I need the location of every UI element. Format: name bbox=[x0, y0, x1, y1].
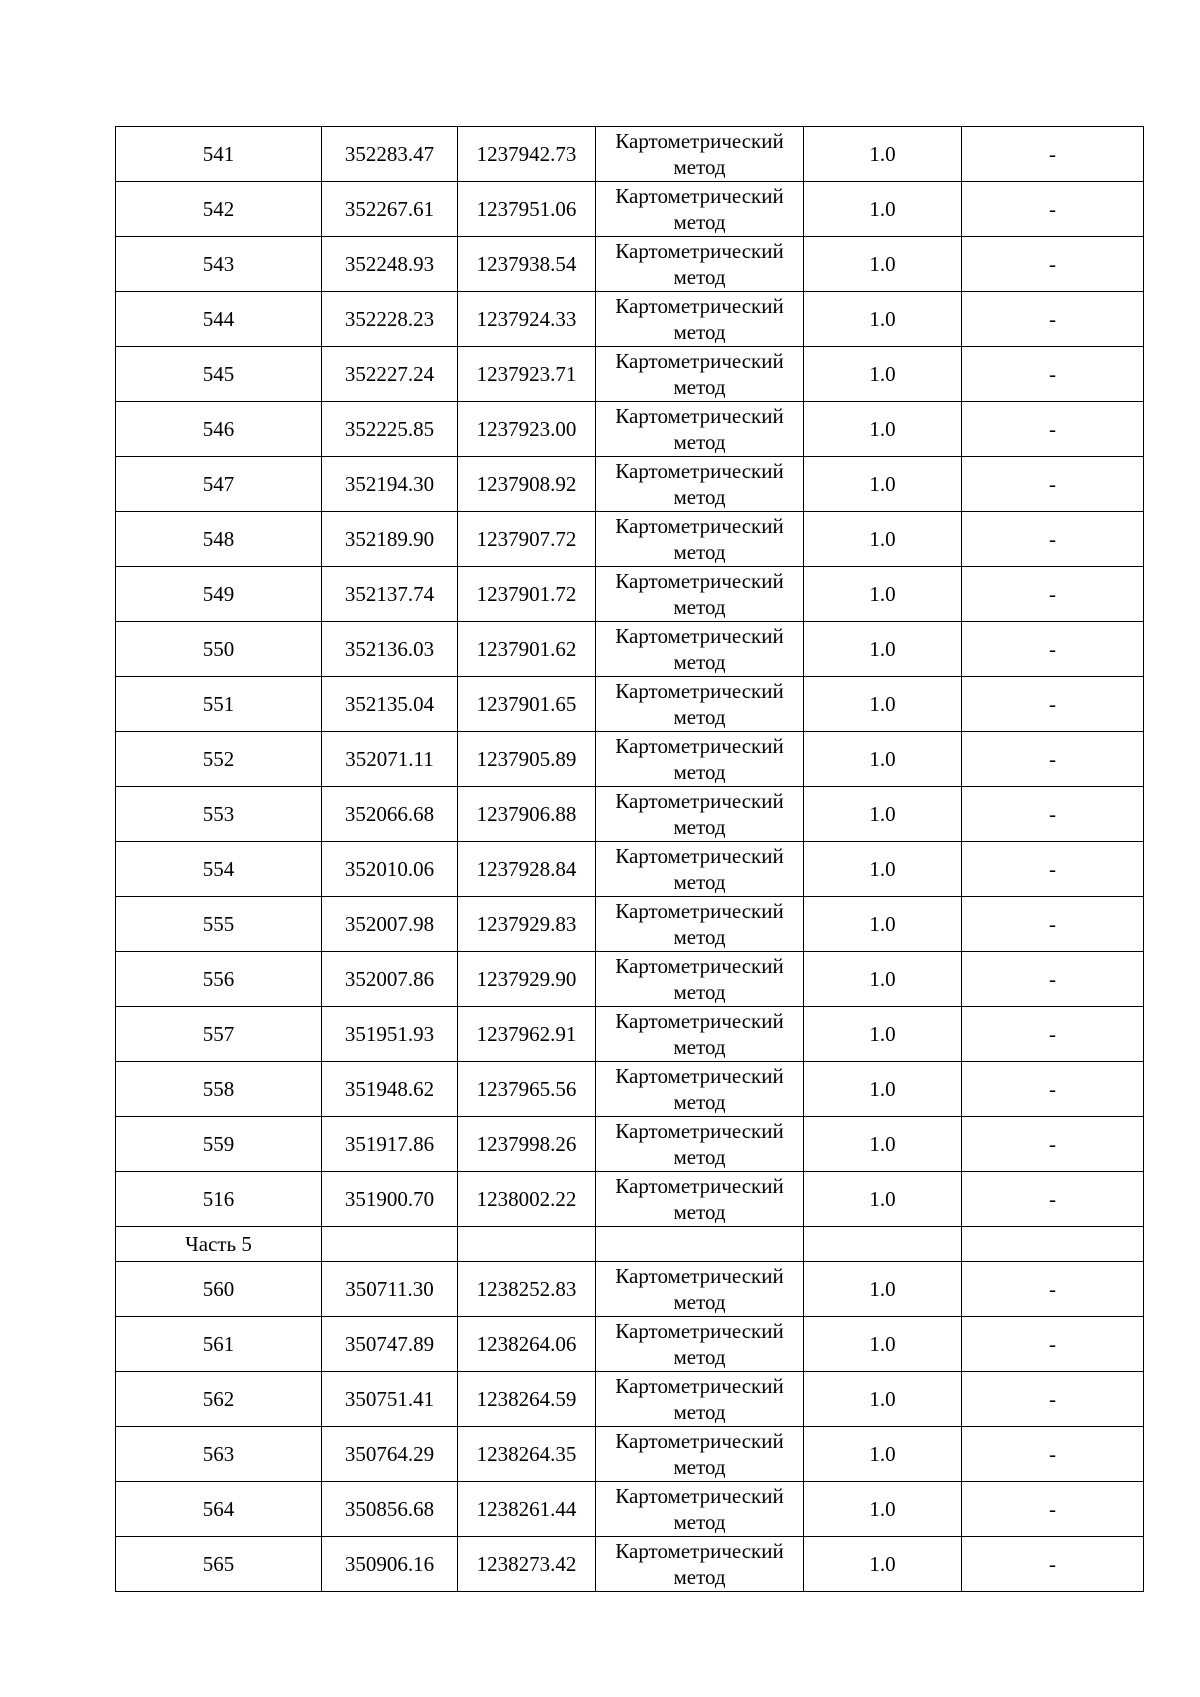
note-cell: - bbox=[962, 512, 1144, 567]
x-coordinate-cell: 351917.86 bbox=[322, 1117, 458, 1172]
accuracy-cell: 1.0 bbox=[804, 897, 962, 952]
table-row bbox=[116, 347, 1144, 402]
table-row bbox=[116, 1062, 1144, 1117]
y-coordinate-cell: 1237923.71 bbox=[458, 347, 596, 402]
point-number-cell: 550 bbox=[116, 622, 322, 677]
point-number-cell: 557 bbox=[116, 1007, 322, 1062]
x-coordinate-cell: 352007.86 bbox=[322, 952, 458, 1007]
table-row bbox=[116, 237, 1144, 292]
method-cell: Картометрический метод bbox=[596, 1172, 804, 1227]
accuracy-cell: 1.0 bbox=[804, 1372, 962, 1427]
note-cell: - bbox=[962, 457, 1144, 512]
point-number-cell: 559 bbox=[116, 1117, 322, 1172]
accuracy-cell: 1.0 bbox=[804, 1317, 962, 1372]
accuracy-cell: 1.0 bbox=[804, 1117, 962, 1172]
note-cell: - bbox=[962, 182, 1144, 237]
note-cell: - bbox=[962, 622, 1144, 677]
y-coordinate-cell: 1237951.06 bbox=[458, 182, 596, 237]
table-row bbox=[116, 732, 1144, 787]
accuracy-cell: 1.0 bbox=[804, 1537, 962, 1592]
y-coordinate-cell: 1237929.90 bbox=[458, 952, 596, 1007]
y-coordinate-cell: 1237908.92 bbox=[458, 457, 596, 512]
note-cell: - bbox=[962, 127, 1144, 182]
table-row bbox=[116, 622, 1144, 677]
accuracy-cell: 1.0 bbox=[804, 1482, 962, 1537]
x-coordinate-cell: 350764.29 bbox=[322, 1427, 458, 1482]
x-coordinate-cell: 352248.93 bbox=[322, 237, 458, 292]
empty-cell bbox=[804, 1227, 962, 1262]
table-row bbox=[116, 182, 1144, 237]
x-coordinate-cell: 352137.74 bbox=[322, 567, 458, 622]
method-cell: Картометрический метод bbox=[596, 787, 804, 842]
accuracy-cell: 1.0 bbox=[804, 347, 962, 402]
y-coordinate-cell: 1237942.73 bbox=[458, 127, 596, 182]
y-coordinate-cell: 1237905.89 bbox=[458, 732, 596, 787]
note-cell: - bbox=[962, 952, 1144, 1007]
table-row bbox=[116, 897, 1144, 952]
accuracy-cell: 1.0 bbox=[804, 842, 962, 897]
method-cell: Картометрический метод bbox=[596, 127, 804, 182]
y-coordinate-cell: 1237923.00 bbox=[458, 402, 596, 457]
method-cell: Картометрический метод bbox=[596, 402, 804, 457]
table-row bbox=[116, 1007, 1144, 1062]
x-coordinate-cell: 350856.68 bbox=[322, 1482, 458, 1537]
table-row bbox=[116, 1172, 1144, 1227]
y-coordinate-cell: 1238264.06 bbox=[458, 1317, 596, 1372]
y-coordinate-cell: 1237924.33 bbox=[458, 292, 596, 347]
point-number-cell: 546 bbox=[116, 402, 322, 457]
point-number-cell: 541 bbox=[116, 127, 322, 182]
point-number-cell: 552 bbox=[116, 732, 322, 787]
x-coordinate-cell: 352010.06 bbox=[322, 842, 458, 897]
point-number-cell: 563 bbox=[116, 1427, 322, 1482]
accuracy-cell: 1.0 bbox=[804, 1427, 962, 1482]
empty-cell bbox=[322, 1227, 458, 1262]
table-row bbox=[116, 1317, 1144, 1372]
x-coordinate-cell: 352194.30 bbox=[322, 457, 458, 512]
table-row bbox=[116, 127, 1144, 182]
note-cell: - bbox=[962, 1062, 1144, 1117]
y-coordinate-cell: 1237962.91 bbox=[458, 1007, 596, 1062]
method-cell: Картометрический метод bbox=[596, 622, 804, 677]
empty-cell bbox=[596, 1227, 804, 1262]
table-row bbox=[116, 842, 1144, 897]
point-number-cell: 551 bbox=[116, 677, 322, 732]
method-cell: Картометрический метод bbox=[596, 1007, 804, 1062]
table-row bbox=[116, 1537, 1144, 1592]
accuracy-cell: 1.0 bbox=[804, 292, 962, 347]
point-number-cell: 549 bbox=[116, 567, 322, 622]
accuracy-cell: 1.0 bbox=[804, 567, 962, 622]
accuracy-cell: 1.0 bbox=[804, 237, 962, 292]
method-cell: Картометрический метод bbox=[596, 897, 804, 952]
method-cell: Картометрический метод bbox=[596, 842, 804, 897]
x-coordinate-cell: 352227.24 bbox=[322, 347, 458, 402]
point-number-cell: 555 bbox=[116, 897, 322, 952]
table-row bbox=[116, 457, 1144, 512]
note-cell: - bbox=[962, 897, 1144, 952]
x-coordinate-cell: 352189.90 bbox=[322, 512, 458, 567]
accuracy-cell: 1.0 bbox=[804, 732, 962, 787]
note-cell: - bbox=[962, 347, 1144, 402]
table-row bbox=[116, 402, 1144, 457]
note-cell: - bbox=[962, 1262, 1144, 1317]
point-number-cell: 558 bbox=[116, 1062, 322, 1117]
y-coordinate-cell: 1237907.72 bbox=[458, 512, 596, 567]
point-number-cell: 560 bbox=[116, 1262, 322, 1317]
point-number-cell: 545 bbox=[116, 347, 322, 402]
y-coordinate-cell: 1238264.35 bbox=[458, 1427, 596, 1482]
y-coordinate-cell: 1237929.83 bbox=[458, 897, 596, 952]
x-coordinate-cell: 350751.41 bbox=[322, 1372, 458, 1427]
y-coordinate-cell: 1237906.88 bbox=[458, 787, 596, 842]
method-cell: Картометрический метод bbox=[596, 457, 804, 512]
y-coordinate-cell: 1238261.44 bbox=[458, 1482, 596, 1537]
note-cell: - bbox=[962, 1317, 1144, 1372]
point-number-cell: 554 bbox=[116, 842, 322, 897]
point-number-cell: 516 bbox=[116, 1172, 322, 1227]
method-cell: Картометрический метод bbox=[596, 1062, 804, 1117]
method-cell: Картометрический метод bbox=[596, 677, 804, 732]
x-coordinate-cell: 351951.93 bbox=[322, 1007, 458, 1062]
empty-cell bbox=[962, 1227, 1144, 1262]
table-row bbox=[116, 1372, 1144, 1427]
accuracy-cell: 1.0 bbox=[804, 787, 962, 842]
accuracy-cell: 1.0 bbox=[804, 1062, 962, 1117]
table-row bbox=[116, 1262, 1144, 1317]
x-coordinate-cell: 352071.11 bbox=[322, 732, 458, 787]
note-cell: - bbox=[962, 402, 1144, 457]
point-number-cell: 543 bbox=[116, 237, 322, 292]
y-coordinate-cell: 1237901.62 bbox=[458, 622, 596, 677]
point-number-cell: 564 bbox=[116, 1482, 322, 1537]
y-coordinate-cell: 1237965.56 bbox=[458, 1062, 596, 1117]
y-coordinate-cell: 1237928.84 bbox=[458, 842, 596, 897]
y-coordinate-cell: 1237901.65 bbox=[458, 677, 596, 732]
x-coordinate-cell: 351900.70 bbox=[322, 1172, 458, 1227]
point-number-cell: 561 bbox=[116, 1317, 322, 1372]
point-number-cell: 542 bbox=[116, 182, 322, 237]
method-cell: Картометрический метод bbox=[596, 512, 804, 567]
accuracy-cell: 1.0 bbox=[804, 127, 962, 182]
method-cell: Картометрический метод bbox=[596, 732, 804, 787]
note-cell: - bbox=[962, 567, 1144, 622]
note-cell: - bbox=[962, 677, 1144, 732]
point-number-cell: 553 bbox=[116, 787, 322, 842]
coordinates-table bbox=[115, 126, 1144, 1592]
coordinates-table-body bbox=[116, 127, 1144, 1592]
note-cell: - bbox=[962, 292, 1144, 347]
point-number-cell: 548 bbox=[116, 512, 322, 567]
method-cell: Картометрический метод bbox=[596, 292, 804, 347]
note-cell: - bbox=[962, 1117, 1144, 1172]
x-coordinate-cell: 352135.04 bbox=[322, 677, 458, 732]
x-coordinate-cell: 352066.68 bbox=[322, 787, 458, 842]
method-cell: Картометрический метод bbox=[596, 952, 804, 1007]
x-coordinate-cell: 350747.89 bbox=[322, 1317, 458, 1372]
method-cell: Картометрический метод bbox=[596, 1482, 804, 1537]
table-row bbox=[116, 1482, 1144, 1537]
accuracy-cell: 1.0 bbox=[804, 1172, 962, 1227]
y-coordinate-cell: 1237938.54 bbox=[458, 237, 596, 292]
point-number-cell: 565 bbox=[116, 1537, 322, 1592]
method-cell: Картометрический метод bbox=[596, 347, 804, 402]
method-cell: Картометрический метод bbox=[596, 1427, 804, 1482]
table-row bbox=[116, 787, 1144, 842]
note-cell: - bbox=[962, 1537, 1144, 1592]
point-number-cell: 547 bbox=[116, 457, 322, 512]
table-row bbox=[116, 567, 1144, 622]
accuracy-cell: 1.0 bbox=[804, 622, 962, 677]
accuracy-cell: 1.0 bbox=[804, 1262, 962, 1317]
y-coordinate-cell: 1238264.59 bbox=[458, 1372, 596, 1427]
method-cell: Картометрический метод bbox=[596, 237, 804, 292]
x-coordinate-cell: 352136.03 bbox=[322, 622, 458, 677]
y-coordinate-cell: 1237901.72 bbox=[458, 567, 596, 622]
y-coordinate-cell: 1238002.22 bbox=[458, 1172, 596, 1227]
empty-cell bbox=[458, 1227, 596, 1262]
accuracy-cell: 1.0 bbox=[804, 1007, 962, 1062]
x-coordinate-cell: 352267.61 bbox=[322, 182, 458, 237]
y-coordinate-cell: 1238252.83 bbox=[458, 1262, 596, 1317]
note-cell: - bbox=[962, 1172, 1144, 1227]
method-cell: Картометрический метод bbox=[596, 1317, 804, 1372]
note-cell: - bbox=[962, 237, 1144, 292]
note-cell: - bbox=[962, 1007, 1144, 1062]
table-row bbox=[116, 1117, 1144, 1172]
table-row bbox=[116, 677, 1144, 732]
note-cell: - bbox=[962, 842, 1144, 897]
note-cell: - bbox=[962, 1427, 1144, 1482]
x-coordinate-cell: 352283.47 bbox=[322, 127, 458, 182]
point-number-cell: 556 bbox=[116, 952, 322, 1007]
x-coordinate-cell: 352007.98 bbox=[322, 897, 458, 952]
method-cell: Картометрический метод bbox=[596, 1537, 804, 1592]
method-cell: Картометрический метод bbox=[596, 567, 804, 622]
y-coordinate-cell: 1238273.42 bbox=[458, 1537, 596, 1592]
accuracy-cell: 1.0 bbox=[804, 182, 962, 237]
section-label: Часть 5 bbox=[116, 1227, 322, 1262]
y-coordinate-cell: 1237998.26 bbox=[458, 1117, 596, 1172]
point-number-cell: 544 bbox=[116, 292, 322, 347]
accuracy-cell: 1.0 bbox=[804, 402, 962, 457]
accuracy-cell: 1.0 bbox=[804, 952, 962, 1007]
x-coordinate-cell: 350906.16 bbox=[322, 1537, 458, 1592]
table-row bbox=[116, 512, 1144, 567]
table-row bbox=[116, 1427, 1144, 1482]
point-number-cell: 562 bbox=[116, 1372, 322, 1427]
x-coordinate-cell: 350711.30 bbox=[322, 1262, 458, 1317]
method-cell: Картометрический метод bbox=[596, 182, 804, 237]
note-cell: - bbox=[962, 732, 1144, 787]
method-cell: Картометрический метод bbox=[596, 1117, 804, 1172]
x-coordinate-cell: 351948.62 bbox=[322, 1062, 458, 1117]
table-row bbox=[116, 292, 1144, 347]
x-coordinate-cell: 352225.85 bbox=[322, 402, 458, 457]
note-cell: - bbox=[962, 1482, 1144, 1537]
method-cell: Картометрический метод bbox=[596, 1372, 804, 1427]
note-cell: - bbox=[962, 787, 1144, 842]
accuracy-cell: 1.0 bbox=[804, 677, 962, 732]
accuracy-cell: 1.0 bbox=[804, 457, 962, 512]
x-coordinate-cell: 352228.23 bbox=[322, 292, 458, 347]
table-row bbox=[116, 952, 1144, 1007]
method-cell: Картометрический метод bbox=[596, 1262, 804, 1317]
accuracy-cell: 1.0 bbox=[804, 512, 962, 567]
section-header-row bbox=[116, 1227, 1144, 1262]
note-cell: - bbox=[962, 1372, 1144, 1427]
